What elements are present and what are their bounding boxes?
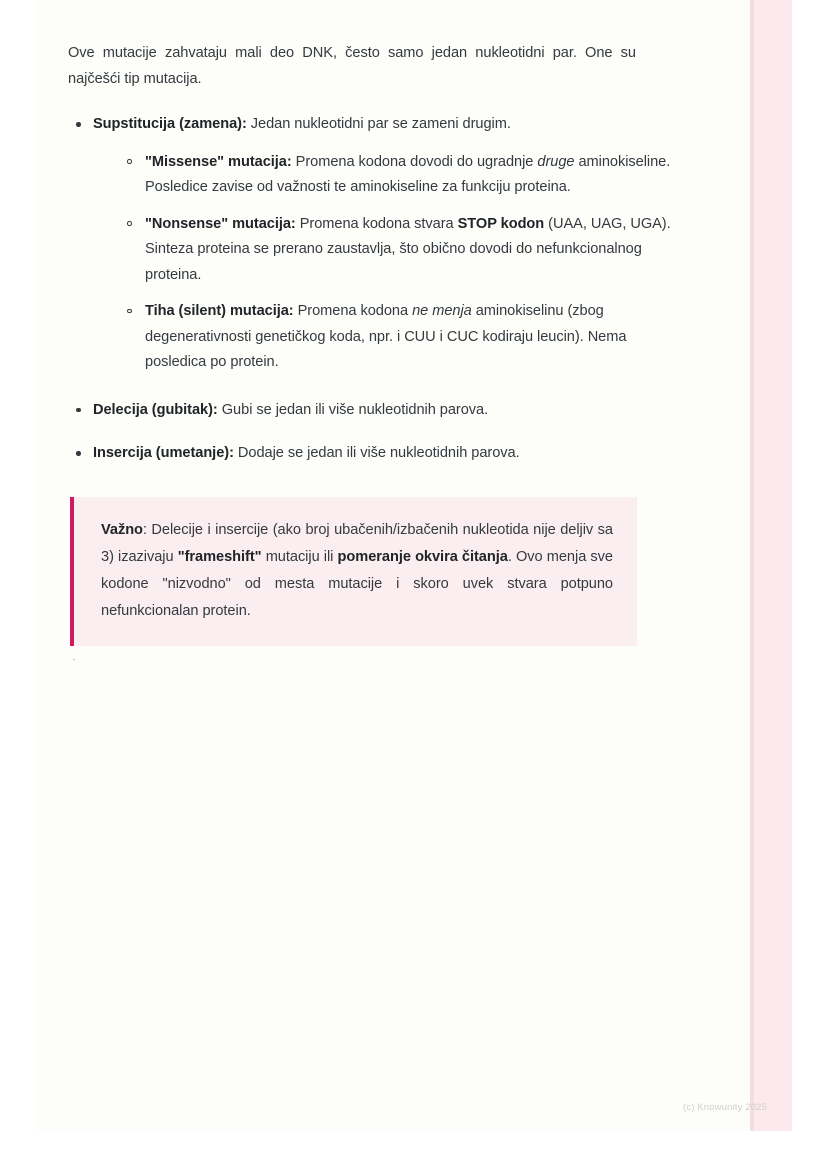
sub-item-silent [119, 299, 671, 376]
bullet-circle-icon [127, 159, 132, 164]
sub-item-text-mid: Promena kodona [293, 303, 413, 319]
decorative-side-band [750, 0, 792, 1131]
sub-item-text-mid: Promena kodona dovodi do ugradnje [291, 153, 538, 170]
bullet-circle-icon [127, 309, 132, 314]
decorative-side-band-edge [750, 0, 754, 1131]
callout-lead: Važno [101, 522, 143, 538]
sub-item-missense [119, 150, 671, 201]
sub-item-term: "Missense" mutacija: [145, 153, 292, 170]
list-item-text: Dodaje se jedan ili više nukleotidnih parova. [233, 445, 520, 461]
stray-backtick-artifact: ` [70, 657, 78, 672]
callout-part2: mutaciju ili [261, 549, 338, 565]
sub-item-nonsense [119, 212, 671, 289]
callout-part3: . Ovo menja sve kodone "nizvodno" od mesta mutacije i skoro uvek stvara potpuno nefunkcionalan protein. [101, 549, 613, 619]
bullet-disc-icon [76, 122, 81, 127]
list-item-term: Supstitucija (zamena): [93, 116, 247, 132]
document-page [37, 0, 792, 1131]
list-item-term: Delecija (gubitak): [93, 401, 218, 418]
sub-item-text-mid: Promena kodona stvara [295, 215, 458, 232]
sub-item-term: Tiha (silent) mutacija: [145, 303, 294, 319]
list-item-delecija [68, 398, 648, 424]
list-item-text: Jedan nukleotidni par se zameni drugim. [246, 116, 511, 132]
list-item-term: Insercija (umetanje): [93, 445, 234, 461]
callout-part1: : Delecije i insercije (ako broj ubačenih/izbačenih nukleotida nije deljiv sa 3) izazivaju [101, 522, 613, 565]
callout-strong-pomeranje: pomeranje okvira čitanja [337, 549, 508, 565]
important-callout-box [70, 497, 637, 646]
bullet-disc-icon [76, 451, 81, 456]
bullet-disc-icon [76, 408, 81, 413]
list-item-text: Gubi se jedan ili više nukleotidnih parova. [217, 401, 489, 418]
sub-item-text-tail: aminokiselinu (zbog degenerativnosti genetičkog koda, npr. i CUU i CUC kodiraju leucin). Nema posledica po protein. [145, 303, 627, 370]
intro-paragraph: Ove mutacije zahvataju mali deo DNK, često samo jedan nukleotidni par. One su najčešći tip mutacija. [68, 45, 636, 87]
footer-credit: (c) Knowunity 2025 [683, 1102, 768, 1113]
mutation-types-list [68, 112, 671, 467]
substitution-subtypes-list [119, 150, 671, 376]
sub-item-term: "Nonsense" mutacija: [145, 215, 296, 232]
sub-item-text-tail: (UAA, UAG, UGA). Sinteza proteina se prerano zaustavlja, što obično dovodi do nefunkcionalnog proteina. [145, 215, 671, 283]
callout-strong-frameshift: "frameshift" [177, 549, 262, 565]
bullet-circle-icon [127, 221, 132, 226]
list-item-insercija [68, 441, 648, 467]
sub-item-emphasis: ne menja [412, 303, 472, 319]
list-item-supstitucija [68, 112, 671, 376]
callout-text [101, 517, 613, 625]
sub-item-strong: STOP kodon [457, 215, 545, 232]
sub-item-text-tail: aminokiseline. Posledice zavise od važnosti te aminokiseline za funkciju proteina. [145, 153, 671, 195]
sub-item-emphasis: druge [537, 153, 575, 170]
